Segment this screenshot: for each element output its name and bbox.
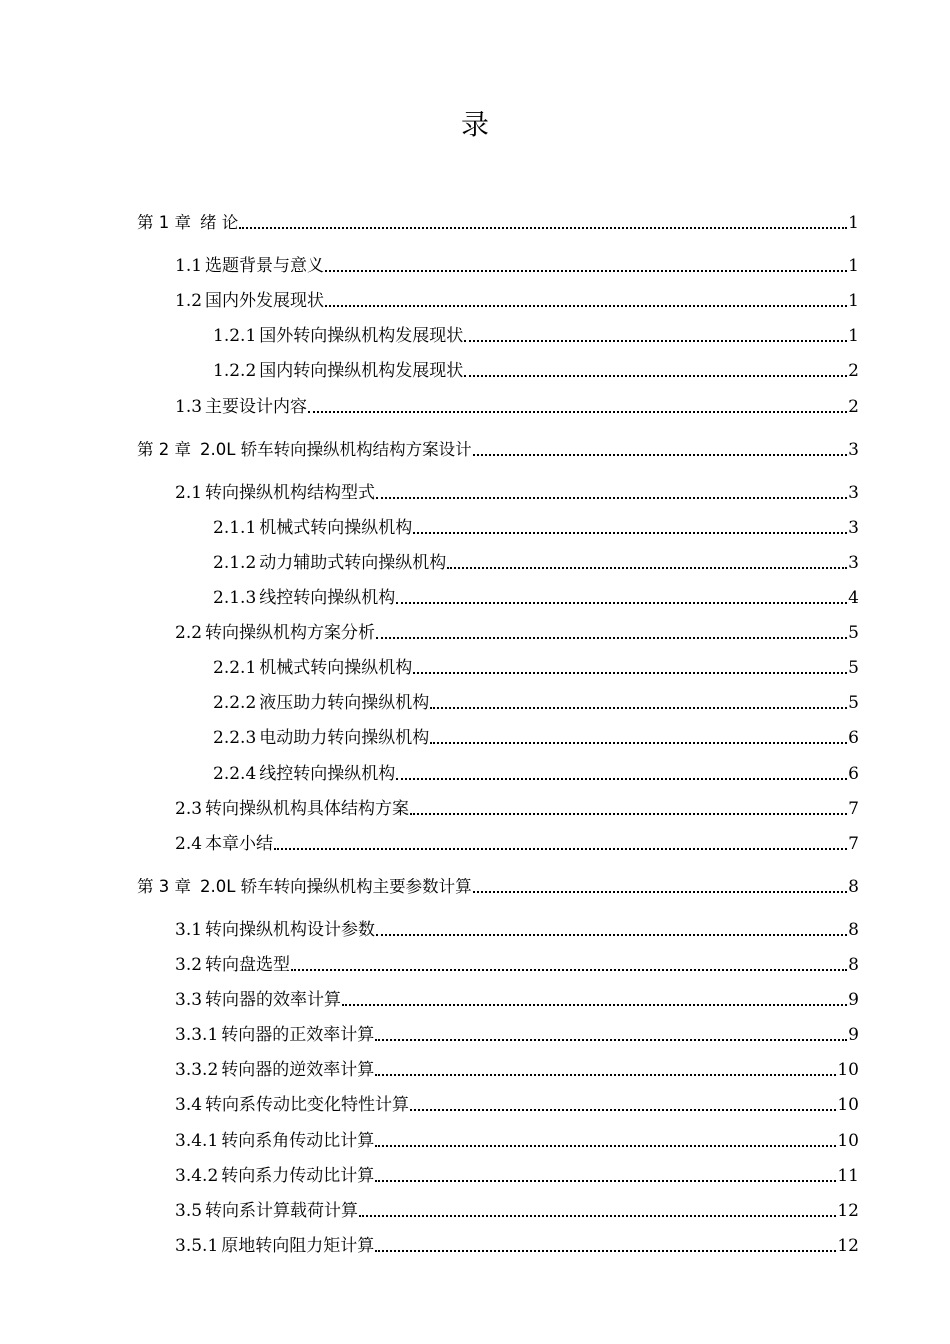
toc-entry-number: 3.1 — [175, 919, 203, 940]
toc-page-number: 10 — [837, 1095, 859, 1116]
toc-page-number: 12 — [837, 1200, 859, 1221]
toc-entry[interactable] — [175, 281, 859, 311]
toc-entry[interactable] — [213, 754, 859, 784]
toc-entry-title: 电动助力转向操纵机构 — [259, 728, 430, 749]
toc-page-number: 1 — [848, 213, 859, 233]
toc-entry[interactable] — [175, 613, 859, 643]
toc-dot-leader — [410, 1109, 836, 1111]
toc-dot-leader — [396, 778, 847, 780]
toc-entry-title: 转向系角传动比计算 — [221, 1130, 375, 1151]
toc-entry-title: 机械式转向操纵机构 — [259, 658, 413, 679]
toc-entry-number: 3.3.1 — [175, 1025, 219, 1046]
toc-entry-number: 1.2.1 — [213, 326, 257, 347]
toc-page-number: 9 — [848, 1025, 859, 1046]
toc-page-number: 2 — [848, 396, 859, 417]
toc-entry-number: 3.3.2 — [175, 1060, 219, 1081]
toc-entry[interactable] — [213, 578, 859, 608]
toc-page-number: 1 — [848, 326, 859, 347]
toc-dot-leader — [325, 270, 847, 272]
toc-entry[interactable] — [175, 387, 859, 417]
toc-dot-leader — [396, 602, 847, 604]
toc-page-number: 3 — [848, 482, 859, 503]
toc-entry[interactable] — [175, 1156, 859, 1186]
toc-dot-leader — [274, 848, 847, 850]
toc-entry-title: 原地转向阻力矩计算 — [221, 1235, 375, 1256]
toc-entry[interactable] — [175, 1226, 859, 1256]
toc-entry-title: 转向系计算载荷计算 — [205, 1200, 359, 1221]
toc-dot-leader — [376, 637, 847, 639]
toc-dot-leader — [325, 305, 847, 307]
toc-page-number: 1 — [848, 291, 859, 312]
toc-chapter-entry[interactable] — [137, 867, 859, 897]
toc-entry-number: 3.5 — [175, 1200, 203, 1221]
toc-entry-title: 绪 论 — [200, 213, 239, 232]
toc-dot-leader — [239, 227, 847, 229]
toc-page-number: 3 — [848, 439, 859, 460]
toc-dot-leader — [291, 969, 847, 971]
toc-entry-number: 3.4.2 — [175, 1165, 219, 1186]
toc-page-number: 8 — [848, 876, 859, 897]
toc-entry-title: 主要设计内容 — [205, 396, 308, 417]
toc-entry-title: 国内外发展现状 — [205, 291, 325, 312]
toc-entry-number: 3.4 — [175, 1095, 203, 1116]
toc-dot-leader — [375, 1250, 836, 1252]
toc-page-number: 12 — [837, 1235, 859, 1256]
toc-entry-number: 3.4.1 — [175, 1130, 219, 1151]
toc-dot-leader — [464, 375, 847, 377]
toc-entry[interactable] — [175, 789, 859, 819]
toc-entry-title: 国外转向操纵机构发展现状 — [259, 326, 464, 347]
toc-dot-leader — [359, 1215, 836, 1217]
toc-dot-leader — [375, 1180, 836, 1182]
toc-entry-title: 转向盘选型 — [205, 955, 291, 975]
toc-dot-leader — [447, 567, 847, 569]
toc-entry-title: 机械式转向操纵机构 — [259, 517, 413, 538]
toc-dot-leader — [375, 1039, 847, 1041]
toc-page-number: 6 — [848, 763, 859, 784]
toc-entry-title: 转向操纵机构设计参数 — [205, 919, 376, 940]
toc-entry-title: 线控转向操纵机构 — [259, 763, 396, 784]
toc-dot-leader — [473, 891, 847, 893]
toc-page-number: 9 — [848, 990, 859, 1011]
toc-entry[interactable] — [175, 980, 859, 1010]
toc-entry-number: 2.2.2 — [213, 693, 257, 714]
toc-entry[interactable] — [175, 1085, 859, 1115]
toc-entry-number: 第 2 章 — [137, 439, 191, 459]
toc-entry-number: 2.1 — [175, 482, 203, 503]
toc-page-number: 5 — [848, 658, 859, 679]
toc-entry-title: 线控转向操纵机构 — [259, 588, 396, 608]
toc-page-number: 3 — [848, 552, 859, 573]
toc-page-number: 10 — [837, 1130, 859, 1151]
toc-entry-number: 2.1.1 — [213, 517, 257, 538]
toc-entry[interactable] — [175, 473, 859, 503]
toc-entry-number: 1.1 — [175, 256, 203, 277]
toc-page-number: 4 — [848, 588, 859, 608]
toc-entry-number: 3.2 — [175, 955, 203, 975]
toc-page-number: 6 — [848, 728, 859, 749]
toc-dot-leader — [376, 934, 847, 936]
toc-entry-number: 2.3 — [175, 798, 203, 819]
toc-entry-title: 转向器的效率计算 — [205, 990, 342, 1011]
toc-entry-title: 转向操纵机构方案分析 — [205, 623, 376, 644]
toc-entry-number: 1.2 — [175, 291, 203, 312]
toc-dot-leader — [375, 1074, 836, 1076]
page-title: 录 — [460, 108, 489, 141]
toc-dot-leader — [413, 672, 847, 674]
toc-entry[interactable] — [213, 316, 859, 346]
toc-entry-number: 2.1.2 — [213, 552, 257, 573]
toc-entry-number: 2.4 — [175, 833, 203, 854]
toc-entry[interactable] — [175, 1050, 859, 1080]
toc-entry-number: 3.3 — [175, 990, 203, 1011]
toc-entry-title: 转向器的逆效率计算 — [221, 1060, 375, 1081]
toc-dot-leader — [308, 411, 847, 413]
toc-entry-title: 转向操纵机构结构型式 — [205, 482, 376, 503]
toc-dot-leader — [376, 497, 847, 499]
toc-entry[interactable] — [175, 1191, 859, 1221]
toc-page-number: 11 — [837, 1165, 859, 1186]
toc-page-number: 2 — [848, 361, 859, 382]
toc-entry[interactable] — [213, 508, 859, 538]
toc-entry-title: 动力辅助式转向操纵机构 — [259, 552, 447, 573]
toc-entry-number: 第 3 章 — [137, 876, 191, 896]
toc-entry-title: 转向系力传动比计算 — [221, 1165, 375, 1186]
toc-entry-title: 选题背景与意义 — [205, 256, 325, 277]
toc-dot-leader — [430, 742, 847, 744]
toc-entry-title: 转向系传动比变化特性计算 — [205, 1095, 410, 1116]
toc-entry-number: 1.2.2 — [213, 361, 257, 382]
toc-dot-leader — [342, 1004, 847, 1006]
toc-entry-title: 国内转向操纵机构发展现状 — [259, 361, 464, 382]
toc-dot-leader — [473, 454, 847, 456]
toc-entry-title: 2.0L 轿车转向操纵机构主要参数计算 — [200, 876, 472, 896]
toc-chapter-entry[interactable] — [137, 203, 859, 233]
toc-entry-title: 转向操纵机构具体结构方案 — [205, 798, 410, 819]
toc-entry-title: 液压助力转向操纵机构 — [259, 693, 430, 714]
toc-chapter-entry[interactable] — [137, 430, 859, 460]
toc-dot-leader — [430, 707, 847, 709]
toc-entry[interactable] — [213, 718, 859, 748]
toc-page-number: 1 — [848, 256, 859, 277]
toc-page-number: 5 — [848, 693, 859, 714]
toc-entry[interactable] — [213, 543, 859, 573]
toc-page-number: 7 — [848, 833, 859, 854]
toc-entry[interactable] — [175, 824, 859, 854]
toc-page-number: 7 — [848, 798, 859, 819]
toc-entry[interactable] — [213, 683, 859, 713]
toc-entry[interactable] — [175, 246, 859, 276]
toc-dot-leader — [375, 1145, 836, 1147]
toc-entry-number: 3.5.1 — [175, 1235, 219, 1256]
toc-page-number: 8 — [848, 955, 859, 975]
toc-dot-leader — [410, 813, 847, 815]
toc-entry[interactable] — [175, 1015, 859, 1045]
toc-entry[interactable] — [213, 648, 859, 678]
toc-entry-number: 2.2.3 — [213, 728, 257, 749]
toc-entry-number: 2.2.1 — [213, 658, 257, 679]
toc-entry[interactable] — [175, 945, 859, 975]
toc-entry-title: 转向器的正效率计算 — [221, 1025, 375, 1046]
toc-entry-number: 2.1.3 — [213, 588, 257, 608]
toc-entry-number: 2.2.4 — [213, 763, 257, 784]
toc-dot-leader — [413, 532, 847, 534]
toc-entry-number: 第 1 章 — [137, 213, 191, 232]
toc-entry[interactable] — [213, 351, 859, 381]
toc-page-number: 3 — [848, 517, 859, 538]
toc-page-number: 5 — [848, 623, 859, 644]
toc-entry[interactable] — [175, 910, 859, 940]
toc-entry-number: 1.3 — [175, 396, 203, 417]
toc-entry[interactable] — [175, 1121, 859, 1151]
toc-entry-number: 2.2 — [175, 623, 203, 644]
toc-page-number: 8 — [848, 919, 859, 940]
toc-entry-title: 2.0L 轿车转向操纵机构结构方案设计 — [200, 439, 472, 459]
toc-dot-leader — [464, 340, 847, 342]
toc-entry-title: 本章小结 — [205, 833, 274, 854]
toc-page-number: 10 — [837, 1060, 859, 1081]
